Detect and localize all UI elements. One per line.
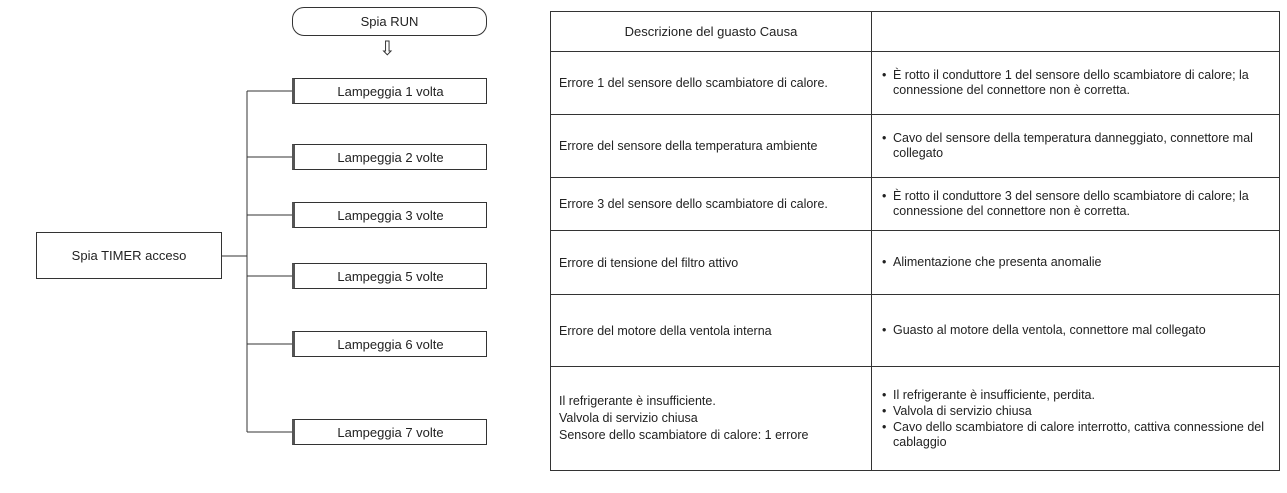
fault-description	[551, 115, 872, 178]
description-line: Errore 1 del sensore dello scambiatore di calore.	[559, 76, 828, 90]
down-arrow-icon: ⇩	[379, 38, 396, 60]
table-row	[551, 295, 1280, 367]
cause-item: • È rotto il conduttore 3 del sensore dello scambiatore di calore; la connessione del connettore non è corretta.	[880, 189, 1271, 219]
fault-description	[551, 295, 872, 367]
description-line: Errore del motore della ventola interna	[559, 323, 772, 338]
flash-box-3	[292, 202, 487, 228]
fault-description	[551, 178, 872, 231]
table-header-empty	[872, 12, 1280, 52]
cause-item: • Guasto al motore della ventola, connettore mal collegato	[880, 323, 1271, 338]
timer-indicator-box	[36, 232, 222, 279]
cause-item: • Cavo del sensore della temperatura danneggiato, connettore mal collegato	[880, 131, 1271, 161]
table-row	[551, 367, 1280, 471]
table-header: Descrizione del guasto Causa	[551, 12, 872, 52]
run-indicator-box	[292, 7, 487, 36]
flash-label: Lampeggia 7 volte	[337, 424, 444, 440]
cause-item: • Valvola di servizio chiusa	[880, 404, 1271, 419]
description-line: Valvola di servizio chiusa	[559, 411, 698, 425]
description-line: Il refrigerante è insufficiente.	[559, 394, 716, 408]
description-line: Errore di tensione del filtro attivo	[559, 255, 739, 270]
fault-description	[551, 52, 872, 115]
cause-list	[880, 189, 1271, 219]
flash-label: Lampeggia 1 volta	[337, 83, 444, 99]
cause-list	[880, 131, 1271, 161]
fault-cause	[872, 52, 1280, 115]
flash-label: Lampeggia 3 volte	[337, 207, 444, 223]
flash-label: Lampeggia 6 volte	[337, 336, 444, 352]
run-indicator-label: Spia RUN	[360, 14, 419, 29]
table-row	[551, 231, 1280, 295]
fault-description	[551, 367, 872, 471]
cause-item: • Alimentazione che presenta anomalie	[880, 255, 1271, 270]
fault-description	[551, 231, 872, 295]
flash-box-1	[292, 78, 487, 104]
table-row	[551, 52, 1280, 115]
cause-list	[880, 255, 1271, 270]
fault-cause	[872, 231, 1280, 295]
cause-item: • Il refrigerante è insufficiente, perdita.	[880, 388, 1271, 403]
fault-cause	[872, 178, 1280, 231]
table-row	[551, 115, 1280, 178]
fault-cause	[872, 115, 1280, 178]
cause-item: • Cavo dello scambiatore di calore interrotto, cattiva connessione del cablaggio	[880, 420, 1271, 450]
fault-table	[550, 11, 1280, 471]
cause-list	[880, 323, 1271, 338]
description-line: Errore 3 del sensore dello scambiatore di calore.	[559, 197, 828, 211]
flash-box-5	[292, 263, 487, 289]
cause-item: • È rotto il conduttore 1 del sensore dello scambiatore di calore; la connessione del connettore non è corretta.	[880, 68, 1271, 98]
flash-box-7	[292, 419, 487, 445]
flash-box-6	[292, 331, 487, 357]
flash-label: Lampeggia 2 volte	[337, 149, 444, 165]
table-header-row	[551, 12, 1280, 52]
description-line: Sensore dello scambiatore di calore: 1 errore	[559, 428, 809, 442]
fault-cause	[872, 295, 1280, 367]
table-row	[551, 178, 1280, 231]
flash-box-2	[292, 144, 487, 170]
cause-list	[880, 388, 1271, 450]
cause-list	[880, 68, 1271, 98]
fault-cause	[872, 367, 1280, 471]
timer-indicator-label: Spia TIMER acceso	[71, 248, 187, 263]
flash-label: Lampeggia 5 volte	[337, 268, 444, 284]
description-line: Errore del sensore della temperatura ambiente	[559, 139, 818, 153]
